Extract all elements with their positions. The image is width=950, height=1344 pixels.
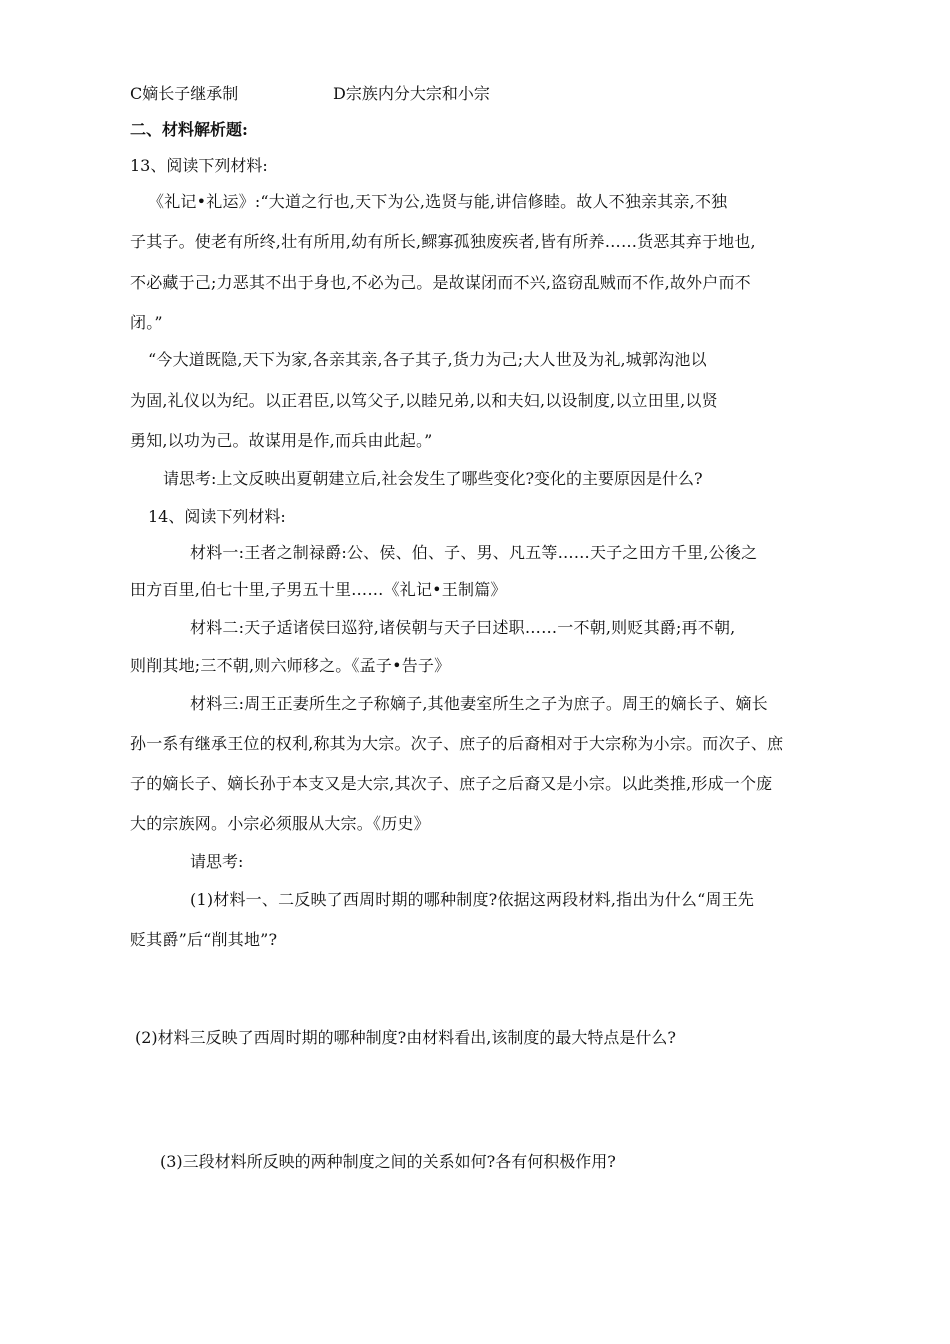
q14-sub2: (2)材料三反映了西周时期的哪种制度?由材料看出,该制度的最大特点是什么? <box>135 1028 676 1047</box>
q13-stem: 13、阅读下列材料: <box>130 156 268 175</box>
q13-passage2-line: 为固,礼仪以为纪。以正君臣,以笃父子,以睦兄弟,以和夫妇,以设制度,以立田里,以贤 <box>130 391 718 410</box>
q14-sub1-line: (1)材料一、二反映了西周时期的哪种制度?依据这两段材料,指出为什么“周王先 <box>190 890 755 909</box>
q13-passage1-line: 闭。” <box>130 313 163 332</box>
q13-passage1-line: 《礼记•礼运》:“大道之行也,天下为公,选贤与能,讲信修睦。故人不独亲其亲,不独 <box>148 192 728 211</box>
option-d: D宗族内分大宗和小宗 <box>333 84 490 103</box>
option-c: C嫡长子继承制 <box>130 84 239 103</box>
section-title: 二、材料解析题: <box>130 120 248 139</box>
q13-question: 请思考:上文反映出夏朝建立后,社会发生了哪些变化?变化的主要原因是什么? <box>163 469 703 488</box>
q14-material3-line: 大的宗族网。小宗必须服从大宗。《历史》 <box>130 814 430 833</box>
q14-think: 请思考: <box>190 852 244 871</box>
q14-material3-line: 材料三:周王正妻所生之子称嫡子,其他妻室所生之子为庶子。周王的嫡长子、嫡长 <box>190 694 768 713</box>
q14-material3-line: 子的嫡长子、嫡长孙于本支又是大宗,其次子、庶子之后裔又是小宗。以此类推,形成一个庞 <box>130 774 773 793</box>
q13-passage1-line: 子其子。使老有所终,壮有所用,幼有所长,鳏寡孤独废疾者,皆有所养……货恶其弃于地也, <box>130 232 756 251</box>
q14-material3-line: 孙一系有继承王位的权利,称其为大宗。次子、庶子的后裔相对于大宗称为小宗。而次子、庶 <box>130 734 784 753</box>
q13-passage2-line: “今大道既隐,天下为家,各亲其亲,各子其子,货力为己;大人世及为礼,城郭沟池以 <box>148 350 707 369</box>
q14-material2-line: 材料二:天子适诸侯曰巡狩,诸侯朝与天子曰述职……一不朝,则贬其爵;再不朝, <box>190 618 736 637</box>
q14-material1-line: 田方百里,伯七十里,子男五十里……《礼记•王制篇》 <box>130 580 507 599</box>
q14-material2-line: 则削其地;三不朝,则六师移之。《孟子•告子》 <box>130 656 451 675</box>
q14-material1-line: 材料一:王者之制禄爵:公、侯、伯、子、男、凡五等……天子之田方千里,公後之 <box>190 543 758 562</box>
q13-passage1-line: 不必藏于己;力恶其不出于身也,不必为己。是故谋闭而不兴,盗窃乱贼而不作,故外户而不 <box>130 273 751 292</box>
q14-sub1-line: 贬其爵”后“削其地”? <box>130 930 278 949</box>
q14-sub3: (3)三段材料所反映的两种制度之间的关系如何?各有何积极作用? <box>160 1152 616 1171</box>
q13-passage2-line: 勇知,以功为己。故谋用是作,而兵由此起。” <box>130 431 433 450</box>
q14-stem: 14、阅读下列材料: <box>148 507 286 526</box>
